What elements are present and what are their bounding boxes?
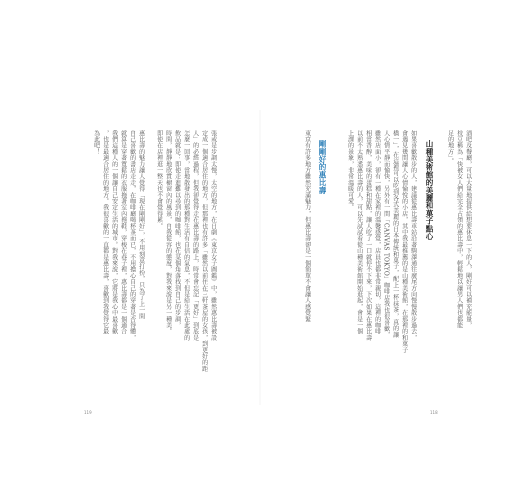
page-number: 118 <box>430 410 438 415</box>
body-line: 就算是穿著寬鬆的衣服拖著室內拖鞋，穿梭在巷子裡，惠比壽都是一個適合 <box>119 130 127 335</box>
body-line: ，也是最適合居住的地方。我很喜歡的一直都是惠比壽，喜歡到我覺得它最 <box>101 130 109 335</box>
body-line: 橋一」，在這裡可以吃到各式美麗的日本傳統和菓子，配上一杯抹茶，真的讓 <box>391 130 399 338</box>
body-line: 雖然店面小，卻有一種在家裡的溫馨感覺，店員也都非常親切，這裡的咖啡 <box>373 130 381 335</box>
body-line: 人」的必經過程，但我卻覺得走在惠比壽的路上，時常會忘記「更好」到底是 <box>191 130 199 341</box>
body-line: 枝豆稱為「快被女人們給完全占領的惠比壽中，輕鬆地以讓男人們也都能 <box>455 130 463 329</box>
body-line: 我們這種人的一個讓自己安定生活的城市。對我來說，它將是我心中最喜歡 <box>110 130 118 335</box>
body-line: 上課的景象，非常溫暖可愛。 <box>346 130 354 211</box>
body-line: 酒吧及餐廳，可以大量地提供給想要休息一下的人，剛好可以補充能量， <box>464 130 472 329</box>
body-line: 時間，靜靜地欣賞櫥窗內的風景，自我從容的態度，對我來說是另一種美。 <box>164 130 172 335</box>
body-line: 飲品就是：即使走進難以尋到的咖啡館，也在某個角落找到自己的步調， <box>173 130 181 329</box>
body-line: 定成一個適合居住的地方，但那裡也有許多「雖然以前住在三軒茶屋的女孩，到更好的距 <box>200 130 208 372</box>
body-line: 如果喜歡散步的人，建議從惠比壽車站沿著駒澤通往廣尾方向慢慢散步過去， <box>409 130 417 341</box>
page-number: 119 <box>84 410 92 415</box>
section-heading: 剛剛好的惠比壽 <box>318 140 327 194</box>
body-line: 自己喜歡的書店走走，在咖啡廳喝杯茶而已，不用擔心自己的穿著是否得體， <box>128 130 136 341</box>
section-heading: 山種美術館的美麗和菓子點心 <box>425 140 434 241</box>
body-line: 東京有許多地方雖然充滿魅力，但惠比壽卻是一個簡單不會讓人感覺緊 <box>303 130 311 323</box>
body-line: 惠比壽的魅力讓人覺得「現在剛剛好」，不用刻意打扮，只為了上一間 <box>137 130 145 320</box>
body-line: 即使在店裡逛一整天也不會覺得累。 <box>155 130 163 230</box>
body-line: 怎麼一回事，當地散發出的那種對生活有自信的氣息，不但是給生活在此處的 <box>182 130 190 341</box>
body-line: 以前不太熟悉惠比壽的人，可以先試試看從山種美術館開始逛起，會是一個 <box>355 130 363 335</box>
body-line: 會遇見幾間讓人心情愉悅的小店，其中我最推薦的是山種美術館，在那裡的和菓子 <box>400 130 408 354</box>
right-page <box>260 0 520 500</box>
body-line: 足的地方」。 <box>446 130 454 165</box>
body-line: 為此吧！ <box>92 130 100 155</box>
body-line: 張或是步調太慢，太空的地方，在日劇《東京女子圖鑑》中，雖然惠比壽被設 <box>209 130 217 341</box>
body-line: 相當香醇，美味的蛋糕和甜點，讓人吃了一口就停不下來，下次如果在惠比壽 <box>364 130 372 341</box>
body-line: 人心情平靜而愉快，另外有一間「CANVAS TOKYO」咖啡店我也很喜歡， <box>382 130 390 338</box>
